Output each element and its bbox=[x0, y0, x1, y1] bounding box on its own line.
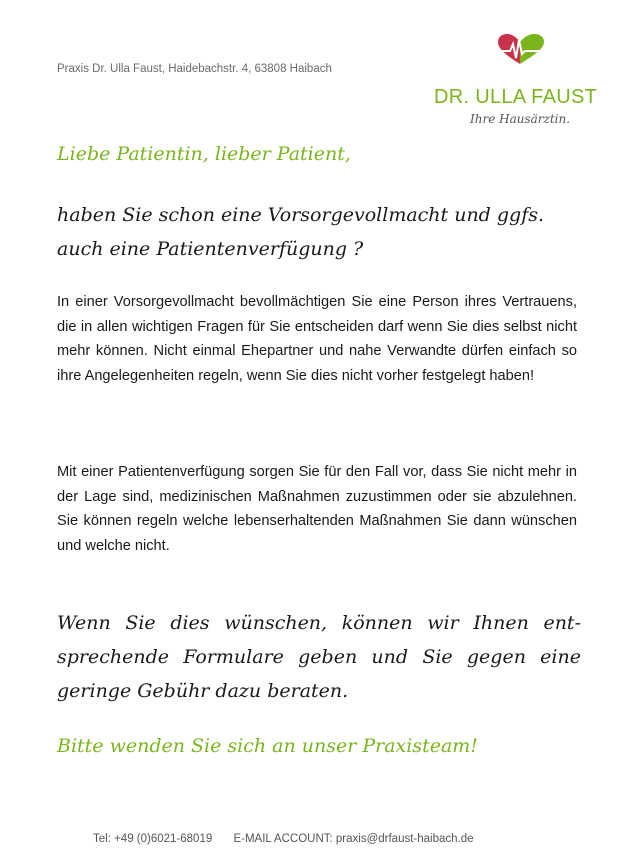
closing-text: Bitte wenden Sie sich an unser Praxisteam! bbox=[57, 735, 478, 757]
greeting: Liebe Patientin, lieber Patient, bbox=[57, 143, 351, 165]
logo-name: DR. ULLA FAUST bbox=[434, 86, 598, 108]
footer-email: E-MAIL ACCOUNT: praxis@drfaust-haibach.de bbox=[233, 833, 474, 845]
paragraph-vorsorgevollmacht: In einer Vorsorgevollmacht bevollmächtigen Sie eine Person ihres Vertrauens, die in allen wichtigen Fragen für Sie entscheiden darf wenn Sie dies selbst nicht mehr können. Nicht einmal Ehepartner und nahe Verwandte dürfen einfach so ihre Angelegenheiten regeln, wenn Sie dies nicht vorher festgelegt haben! bbox=[57, 294, 577, 384]
paragraph-patientenverfuegung: Mit einer Patientenverfügung sorgen Sie für den Fall vor, dass Sie nicht mehr in der Lage sind, medizinischen Maßnahmen zuzustimmen oder sie abzulehnen. Sie können regeln welche lebenserhaltenden Maßnahmen Sie dann wünschen und welche nicht. bbox=[57, 464, 577, 554]
logo-tagline: Ihre Hausärztin. bbox=[470, 112, 571, 126]
sender-address: Praxis Dr. Ulla Faust, Haidebachstr. 4, 63808 Haibach bbox=[57, 63, 332, 75]
heart-ecg-icon bbox=[496, 34, 548, 68]
footer bbox=[93, 833, 474, 845]
question-heading: haben Sie schon eine Vorsorgevollmacht und ggfs. auch eine Patientenverfügung ? bbox=[57, 204, 545, 260]
practice-logo bbox=[430, 30, 610, 130]
offer-text: Wenn Sie dies wünschen, können wir Ihnen ent-sprechende Formulare geben und Sie gegen eine geringe Gebühr dazu beraten. bbox=[57, 612, 581, 702]
footer-phone: Tel: +49 (0)6021-68019 bbox=[93, 833, 213, 845]
